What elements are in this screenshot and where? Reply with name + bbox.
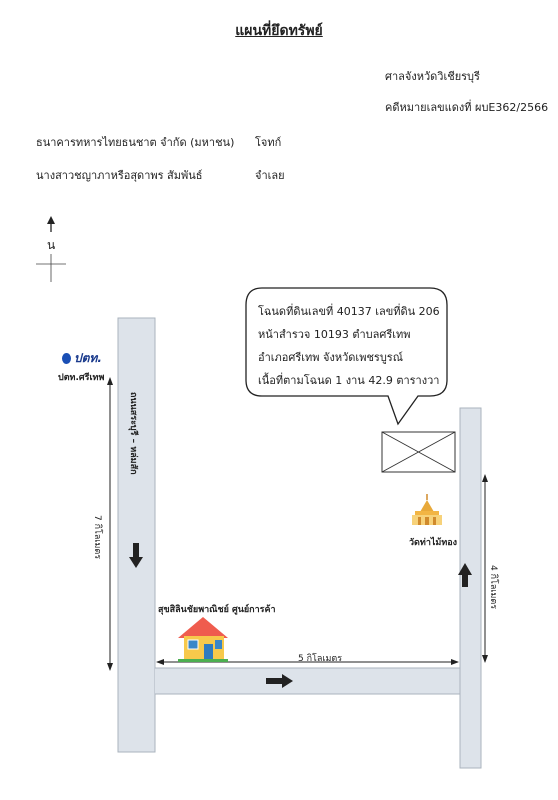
- fuel-drop-icon: [62, 353, 71, 364]
- distance-bottom-label: 5 กิโลเมตร: [298, 654, 343, 664]
- callout-line: หน้าสำรวจ 10193 ตำบลศรีเทพ: [258, 328, 411, 341]
- temple-icon: [412, 494, 442, 525]
- distance-right-label: 4 กิโลเมตร: [488, 565, 498, 610]
- page-title: แผนที่ยึดทรัพย์: [235, 23, 323, 39]
- land-plot-marker: [382, 432, 455, 472]
- house-icon: [178, 617, 228, 662]
- plaintiff-role: โจทก์: [255, 136, 282, 149]
- case-number: คดีหมายเลขแดงที่ ผบE362/2566: [385, 101, 549, 114]
- callout-line: โฉนดที่ดินเลขที่ 40137 เลขที่ดิน 206: [258, 305, 440, 318]
- court-name: ศาลจังหวัดวิเชียรบุรี: [385, 70, 480, 83]
- shop-label: สุขสิลินชัยพาณิชย์ ศูนย์การค้า: [158, 605, 276, 615]
- defendant-role: จำเลย: [255, 169, 285, 182]
- plaintiff-name: ธนาคารทหารไทยธนชาต จำกัด (มหาชน): [36, 136, 235, 149]
- ptt-logo-text: ปตท.: [74, 351, 102, 365]
- distance-line-left: [107, 377, 113, 671]
- callout-line: เนื้อที่ตามโฉนด 1 งาน 42.9 ตารางวา: [258, 374, 440, 387]
- distance-left-label: 7 กิโลเมตร: [92, 515, 102, 560]
- north-label: น: [47, 238, 56, 252]
- ptt-logo: [62, 349, 102, 368]
- temple-label: วัดท่าไม้ทอง: [409, 538, 458, 548]
- road-name-label: ถนนสระบุรี – หล่มสัก: [128, 392, 138, 475]
- ptt-station-label: ปตท.ศรีเทพ: [58, 373, 105, 383]
- defendant-name: นางสาวชญาภาหรือสุดาพร สัมพันธ์: [36, 169, 203, 182]
- callout-line: อำเภอศรีเทพ จังหวัดเพชรบูรณ์: [258, 351, 403, 364]
